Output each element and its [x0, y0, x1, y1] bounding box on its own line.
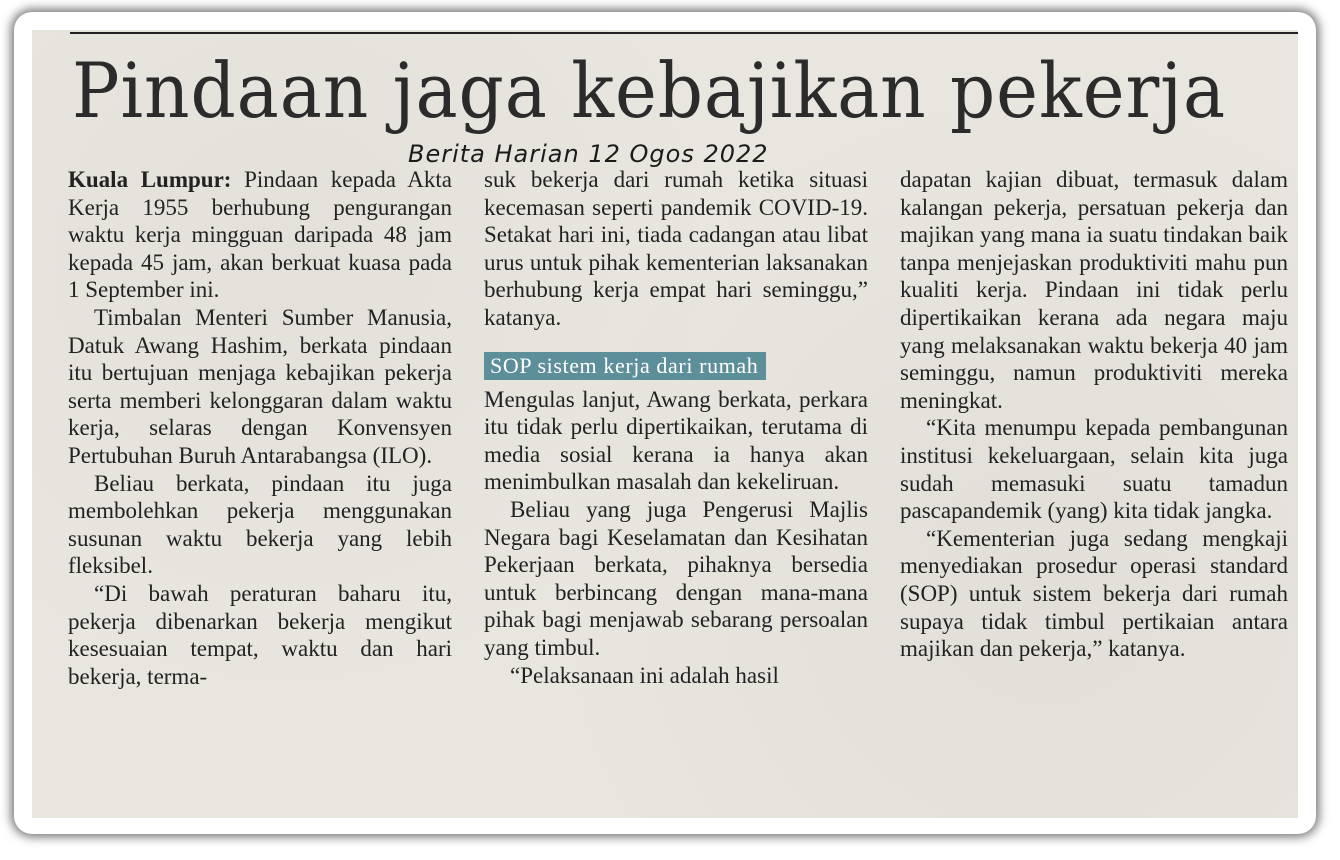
paragraph: Beliau berkata, pindaan itu juga membolehkan pekerja menggunakan susunan waktu bekerja yang lebih fleksibel. [68, 470, 452, 579]
paragraph: “Pelaksanaan ini adalah hasil [510, 662, 779, 688]
headline: Pindaan jaga kebajikan pekerja [72, 46, 1227, 135]
paragraph: dapatan kajian dibuat, termasuk dalam kalangan pekerja, persatuan pekerja dan majikan yang mana ia suatu tindakan baik tanpa menjejaskan produktiviti mahu pun kualiti kerja. Pindaan ini tidak perlu dipertikaikan kerana ada negara maju yang melaksanakan waktu bekerja 40 jam seminggu, namun produktiviti mereka meningkat. [900, 167, 1288, 413]
lead-paragraph [68, 166, 452, 304]
subheading: SOP sistem kerja dari rumah [484, 352, 766, 380]
lead-text: Pindaan kepada Akta Kerja 1955 berhubung pengurangan waktu kerja mingguan daripada 48 jam kepada 45 jam, akan berkuat kuasa pada 1 September ini. [68, 167, 452, 303]
article-column-3 [900, 166, 1288, 663]
paragraph: Mengulas lanjut, Awang berkata, perkara itu tidak perlu dipertikaikan, terutama di media sosial kerana ia hanya akan menimbulkan masalah dan kekeliruan. [484, 386, 868, 495]
paragraph: Beliau yang juga Pengerusi Majlis Negara bagi Keselamatan dan Kesihatan Pekerjaan berkata, pihaknya bersedia untuk berbincang dengan mana-mana pihak bagi menjawab sebarang persoalan yang timbul. [484, 496, 868, 660]
article-column-2 [484, 166, 868, 689]
top-rule [70, 32, 1298, 34]
source-caption: Berita Harian 12 Ogos 2022 [408, 140, 769, 168]
paragraph: “Kementerian juga sedang mengkaji menyediakan prosedur operasi standard (SOP) untuk sistem bekerja dari rumah supaya tidak timbul pertikaian antara majikan dan pekerja,” katanya. [900, 525, 1288, 662]
paragraph: “Di bawah peraturan baharu itu, pekerja dibenarkan bekerja mengikut kesesuaian tempat, waktu dan hari bekerja, terma- [68, 580, 452, 689]
paragraph: “Kita menumpu kepada pembangunan institusi kekeluargaan, selain kita juga sudah memasuki suatu tamadun pascapandemik (yang) kita tidak jangka. [900, 415, 1288, 524]
article-column-1 [68, 166, 452, 690]
dateline: Kuala Lumpur: [68, 167, 232, 192]
paragraph: suk bekerja dari rumah ketika situasi kecemasan seperti pandemik COVID-19. Setakat hari ini, tiada cadangan atau libat urus untuk pihak kementerian laksanakan berhubung kerja empat hari seminggu,” katanya. [484, 167, 868, 330]
paragraph: Timbalan Menteri Sumber Manusia, Datuk Awang Hashim, berkata pindaan itu bertujuan menjaga kebajikan pekerja serta memberi kelonggaran dalam waktu kerja, selaras dengan Konvensyen Pertubuhan Buruh Antarabangsa (ILO). [68, 304, 452, 468]
